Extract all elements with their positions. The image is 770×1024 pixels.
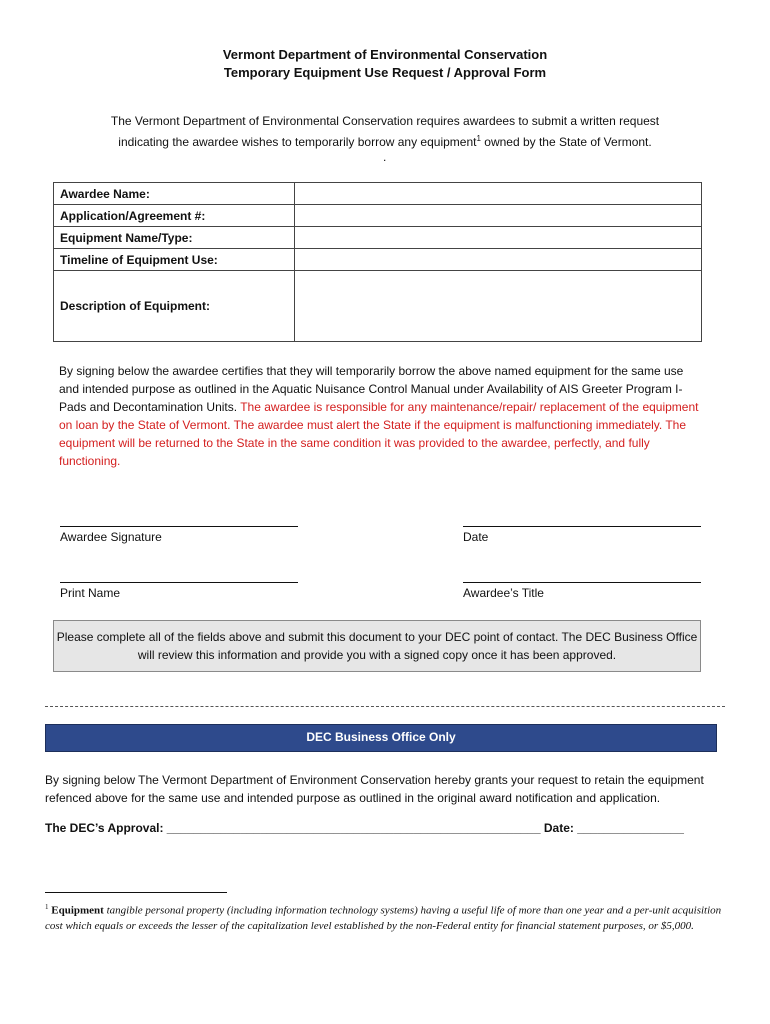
table-row bbox=[54, 205, 702, 227]
certification-text: By signing below the awardee certifies that they will temporarily borrow the above named equipment for the same use and intended purpose as outlined in the Aquatic Nuisance Control Manual under Availability of AIS Greeter Program I-Pads and Decontamination Units. bbox=[59, 364, 684, 414]
form-title-line1: Vermont Department of Environmental Conservation bbox=[222, 47, 548, 62]
table-row bbox=[54, 227, 702, 249]
print-name-label: Print Name bbox=[60, 586, 121, 600]
timeline-label: Timeline of Equipment Use: bbox=[54, 249, 295, 271]
agreement-number-label: Application/Agreement #: bbox=[54, 205, 295, 227]
grant-paragraph: By signing below The Vermont Department of Environment Conservation hereby grants your request to retain the equipment refenced above for the same use and intended purpose as outlined in the original award notification and application. bbox=[45, 773, 704, 805]
intro-paragraph bbox=[70, 112, 700, 151]
form-title-line2: Temporary Equipment Use Request / Approval Form bbox=[223, 65, 547, 80]
awardee-name-field[interactable] bbox=[295, 183, 702, 205]
print-name-line[interactable] bbox=[60, 582, 298, 583]
footnote-term: Equipment bbox=[51, 904, 104, 917]
awardee-info-table bbox=[53, 182, 702, 342]
stray-period: . bbox=[383, 150, 387, 164]
office-only-banner: DEC Business Office Only bbox=[45, 724, 717, 752]
submission-notice: Please complete all of the fields above and submit this document to your DEC point of contact. The DEC Business Office will review this information and provide you with a signed copy once it has been approved. bbox=[53, 620, 701, 672]
equipment-name-label: Equipment Name/Type: bbox=[54, 227, 295, 249]
footnote bbox=[45, 900, 725, 934]
table-row bbox=[54, 249, 702, 271]
awardee-name-label: Awardee Name: bbox=[54, 183, 295, 205]
date-line[interactable] bbox=[463, 526, 701, 527]
description-label: Description of Equipment: bbox=[54, 271, 295, 342]
footnote-reference: 1 bbox=[476, 134, 481, 143]
table-row bbox=[54, 183, 702, 205]
equipment-name-field[interactable] bbox=[295, 227, 702, 249]
footnote-marker: 1 bbox=[45, 903, 49, 911]
timeline-field[interactable] bbox=[295, 249, 702, 271]
certification-warning-text: The awardee is responsible for any maintenance/repair/ replacement of the equipment on loan by the State of Vermont. The awardee must alert the State if the equipment is malfunctioning immediately. The equipment will be returned to the State in the same condition it was provided to the awardee, perfectly, and fully functioning. bbox=[59, 400, 699, 468]
footnote-definition: tangible personal property (including information technology systems) having a useful life of more than one year and a per-unit acquisition cost which equals or exceeds the lesser of the capitalization level established by the non-Federal entity for financial statement purposes, or $5,000. bbox=[45, 904, 722, 932]
intro-line1: The Vermont Department of Environmental Conservation requires awardees to submit a written request bbox=[110, 114, 660, 128]
description-field[interactable] bbox=[295, 271, 702, 342]
awardee-signature-line[interactable] bbox=[60, 526, 298, 527]
agreement-number-field[interactable] bbox=[295, 205, 702, 227]
certification-paragraph bbox=[59, 362, 699, 470]
intro-line2-end: owned by the State of Vermont. bbox=[480, 135, 652, 149]
dec-approval-line[interactable]: The DEC’s Approval: ________________________________________________________ Date: ________________ bbox=[45, 821, 684, 835]
date-label: Date bbox=[463, 530, 489, 544]
cut-line-divider bbox=[45, 706, 725, 707]
footnote-separator bbox=[45, 892, 227, 893]
table-row bbox=[54, 271, 702, 342]
intro-line2 bbox=[70, 130, 700, 151]
awardee-signature-label: Awardee Signature bbox=[60, 530, 162, 544]
awardee-title-label: Awardee’s Title bbox=[463, 586, 544, 600]
awardee-title-line[interactable] bbox=[463, 582, 701, 583]
intro-line2-text: indicating the awardee wishes to temporarily borrow any equipment bbox=[118, 135, 477, 149]
